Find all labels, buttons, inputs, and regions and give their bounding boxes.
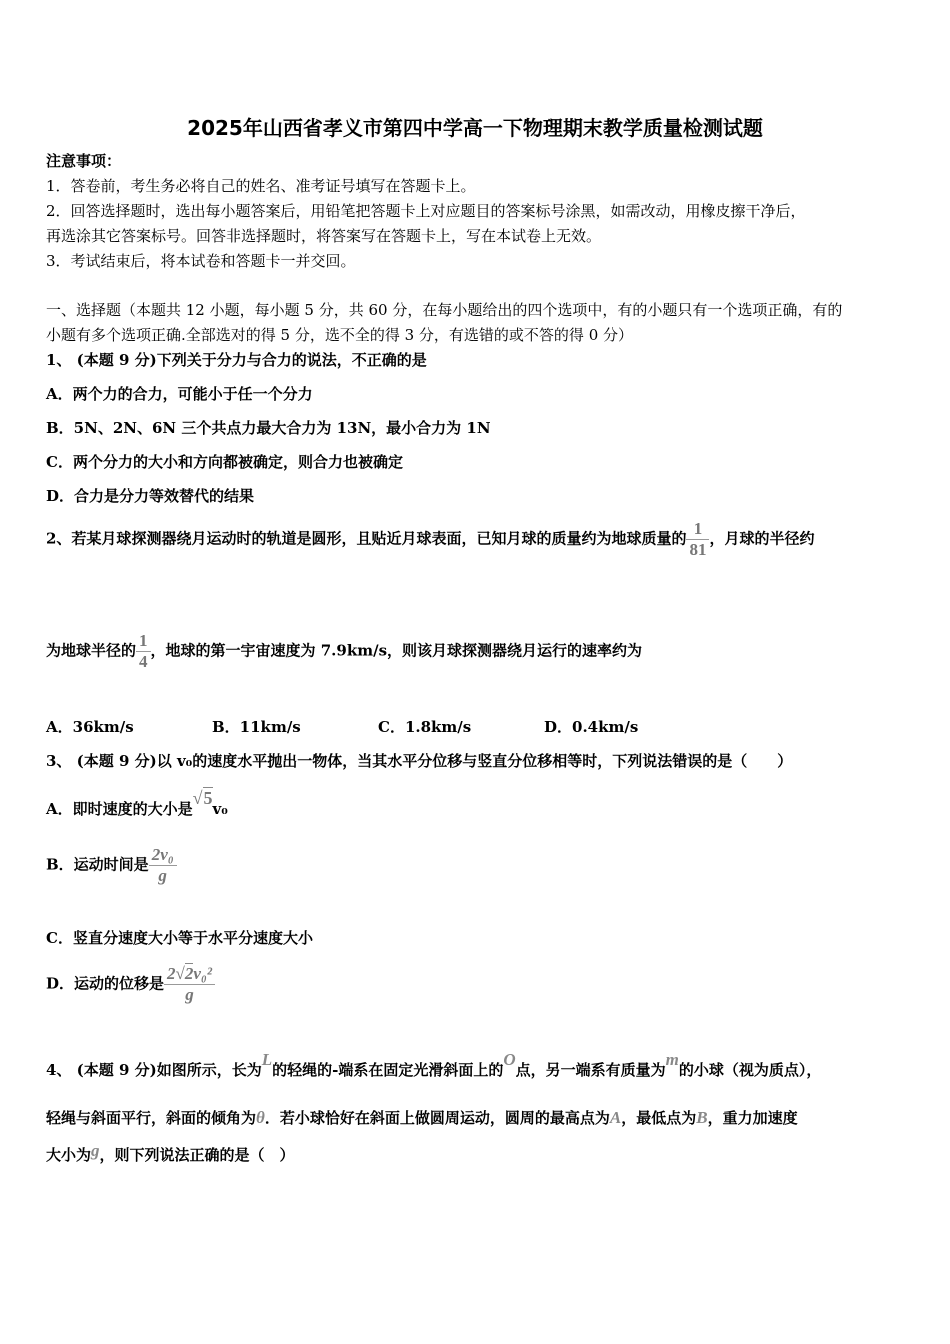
q2-option-d: D．0.4km/s: [544, 718, 639, 736]
q3-stem: 3、 (本题 9 分)以 v₀的速度水平抛出一物体，当其水平分位移与竖直分位移相等时，下列说法错误的是（ ）: [46, 752, 793, 770]
symbol-L: L: [261, 1050, 273, 1069]
q1-option-a: A．两个力的合力，可能小于任一个分力: [46, 385, 313, 403]
fraction-numerator: 1: [136, 631, 151, 652]
q3-b-text: B．运动时间是: [46, 855, 149, 874]
q4-text: ，则下列说法正确的是（ ）: [99, 1146, 295, 1164]
sqrt-radicand: 2: [184, 964, 194, 983]
q1-stem: 1、 (本题 9 分)下列关于分力与合力的说法，不正确的是: [46, 351, 427, 369]
q1-option-c: C．两个分力的大小和方向都被确定，则合力也被确定: [46, 453, 403, 471]
notice-item-2b: 再选涂其它答案标号。回答非选择题时，将答案写在答题卡上，写在本试卷上无效。: [46, 227, 602, 245]
q3-option-d: [46, 964, 215, 1005]
q4-text: 点，另一端系有质量为: [515, 1061, 666, 1079]
section-heading-line1: 一、选择题（本题共 12 小题，每小题 5 分，共 60 分，在每小题给出的四个选项中，有的小题只有一个选项正确，有的: [46, 301, 843, 319]
symbol-B: B: [696, 1108, 708, 1127]
q2-stem-line2: [46, 631, 642, 672]
q4-text: 的小球（视为质点），: [678, 1061, 822, 1079]
q3-option-a: [46, 788, 228, 819]
symbol-A: A: [609, 1108, 622, 1127]
fraction-displacement: [164, 964, 215, 1005]
q4-text: ，重力加速度: [707, 1109, 798, 1127]
fraction-denominator: 4: [139, 652, 148, 671]
sqrt-symbol: √5: [192, 788, 213, 808]
q2-stem1-end: ，月球的半径约: [709, 529, 815, 548]
fraction-1-81: [686, 519, 709, 560]
notice-item-3: 3．考试结束后，将本试卷和答题卡一并交回。: [46, 252, 356, 270]
fraction-numerator: 2√2v₀²: [164, 964, 215, 985]
notice-item-1: 1．答卷前，考生务必将自己的姓名、准考证号填写在答题卡上。: [46, 177, 476, 195]
notice-item-2a: 2．回答选择题时，选出每小题答案后，用铅笔把答题卡上对应题目的答案标号涂黑，如需改动，用橡皮擦干净后，: [46, 202, 806, 220]
q2-stem2-end: ，地球的第一宇宙速度为 7.9km/s，则该月球探测器绕月运行的速率约为: [150, 641, 643, 660]
symbol-O: O: [503, 1050, 516, 1069]
q3-option-b: [46, 845, 177, 886]
sqrt-radicand: 5: [203, 788, 213, 808]
q4-text: 的轻绳的-端系在固定光滑斜面上的: [272, 1061, 504, 1079]
q1-option-d: D．合力是分力等效替代的结果: [46, 487, 255, 505]
fraction-denominator: g: [185, 985, 194, 1004]
q2-option-b: B．11km/s: [212, 718, 301, 736]
q4-text: 4、 (本题 9 分)如图所示，长为: [46, 1061, 262, 1079]
q3-option-c: C．竖直分速度大小等于水平分速度大小: [46, 929, 313, 947]
q4-text: ．若小球恰好在斜面上做圆周运动，圆周的最高点为: [264, 1109, 610, 1127]
q2-option-a: A．36km/s: [46, 718, 134, 736]
q4-text: 大小为: [46, 1146, 92, 1164]
q3-a-text: A．即时速度的大小是: [46, 800, 193, 818]
q2-stem1-text: 2、若某月球探测器绕月运动时的轨道是圆形，且贴近月球表面，已知月球的质量约为地球质量的: [46, 529, 687, 548]
q4-stem-line2: [46, 1108, 798, 1128]
section-heading-line2: 小题有多个选项正确.全部选对的得 5 分，选不全的得 3 分，有选错的或不答的得 0 分）: [46, 326, 634, 344]
fraction-denominator: g: [158, 866, 167, 885]
symbol-theta: θ: [256, 1108, 265, 1127]
fraction-denominator: 81: [689, 540, 707, 559]
notice-heading: 注意事项：: [46, 152, 122, 170]
symbol-g: g: [91, 1141, 100, 1160]
v0-squared: v₀²: [193, 964, 212, 983]
fraction-2v0-over-g: [149, 845, 177, 886]
symbol-m: m: [665, 1050, 679, 1069]
fraction-numerator: 1: [686, 519, 709, 540]
q3-a-suffix: v₀: [212, 800, 228, 818]
q3-d-text: D．运动的位移是: [46, 974, 165, 993]
q4-text: 轻绳与斜面平行，斜面的倾角为: [46, 1109, 257, 1127]
q2-options: [46, 717, 710, 737]
coef: 2: [167, 964, 176, 983]
page-title: 2025年山西省孝义市第四中学高一下物理期末教学质量检测试题: [187, 116, 763, 140]
fraction-numerator: 2v₀: [149, 845, 177, 866]
q4-stem-line3: [46, 1141, 295, 1165]
q2-stem-line1: [46, 519, 814, 560]
fraction-1-4: [136, 631, 151, 672]
q1-option-b: B．5N、2N、6N 三个共点力最大合力为 13N，最小合力为 1N: [46, 419, 491, 437]
q2-stem2-text: 为地球半径的: [46, 641, 137, 660]
q4-stem-line1: [46, 1050, 822, 1080]
q2-option-c: C．1.8km/s: [378, 718, 472, 736]
q4-text: ，最低点为: [621, 1109, 697, 1127]
